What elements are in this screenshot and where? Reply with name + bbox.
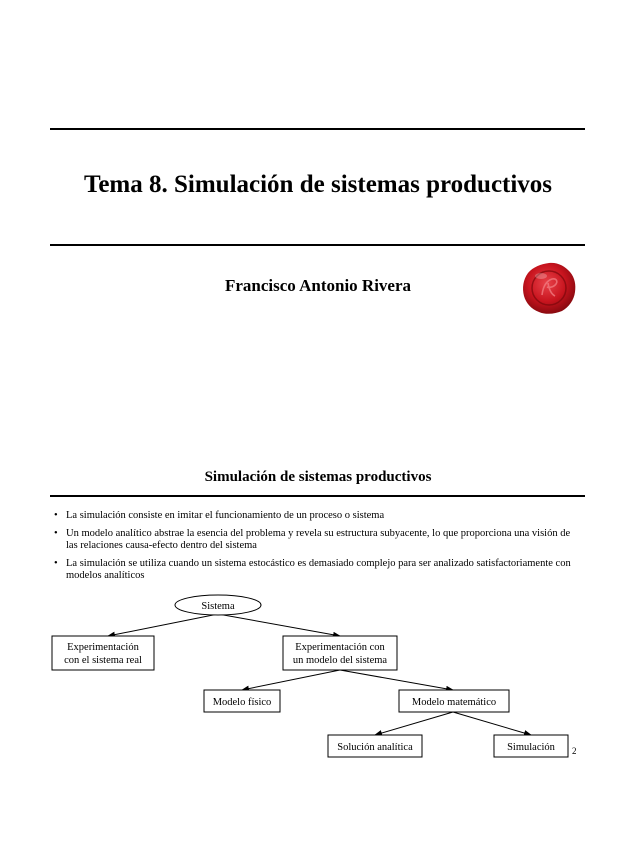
bullet-icon: • <box>54 510 58 521</box>
node-real-system <box>52 636 154 670</box>
node-label: Experimentación con <box>295 642 385 653</box>
node-label: Modelo matemático <box>411 697 497 708</box>
node-label: con el sistema real <box>64 655 142 666</box>
node-label: Experimentación <box>67 642 139 653</box>
node-label: Sistema <box>201 601 235 612</box>
bullet-icon: • <box>54 558 58 569</box>
node-model-system <box>283 636 397 670</box>
node-simulation <box>494 735 568 757</box>
page-title: Tema 8. Simulación de sistemas productivos <box>83 171 553 198</box>
slide-heading: Simulación de sistemas productivos <box>204 469 432 485</box>
edge-root-model <box>218 614 340 636</box>
page-number: 2 <box>572 746 577 756</box>
node-label: Modelo físico <box>212 697 272 708</box>
bullet-text: Un modelo analítico abstrae la esencia del problema y revela su estructura subyacente, lo que proporciona una visión de las relaciones causa-efecto dentro del sistema <box>66 528 571 551</box>
edge-root-real <box>108 614 218 636</box>
node-label: un modelo del sistema <box>292 655 388 666</box>
node-sistema <box>175 595 261 615</box>
author-name: Francisco Antonio Rivera <box>224 276 412 295</box>
bullet-text: La simulación se utiliza cuando un sistema estocástico es demasiado complejo para ser analizado satisfactoriamente con modelos analíticos <box>66 558 571 581</box>
edge-math-analytic <box>375 712 453 735</box>
node-label: Simulación <box>507 742 555 753</box>
edge-math-simulation <box>453 712 531 735</box>
node-analytic-solution <box>328 735 422 757</box>
edge-model-math <box>340 670 453 690</box>
node-math-model <box>399 690 509 712</box>
bullet-icon: • <box>54 528 58 539</box>
bullet-text: La simulación consiste en imitar el funcionamiento de un proceso o sistema <box>66 510 385 521</box>
edge-model-physical <box>242 670 340 690</box>
node-physical-model <box>204 690 280 712</box>
node-label: Solución analítica <box>337 742 413 753</box>
